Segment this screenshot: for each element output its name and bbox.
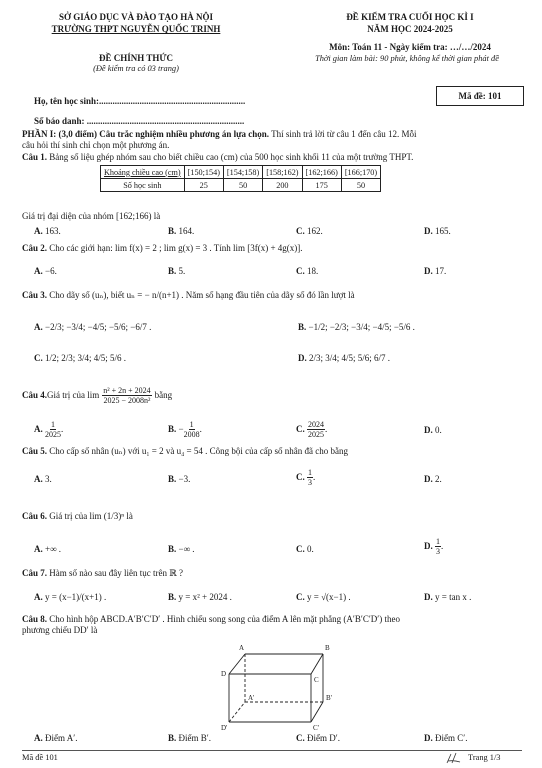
- q1-label: Câu 1.: [22, 152, 48, 162]
- option-value: +∞ .: [45, 544, 61, 554]
- official-label: ĐỀ CHÍNH THỨC: [98, 53, 173, 63]
- school-name: TRƯỜNG THPT NGUYỄN QUỐC TRINH: [51, 24, 221, 34]
- q1-frequency-table: [100, 165, 381, 192]
- footer-page-number: Trang 1/3: [468, 753, 501, 762]
- table-cell: 50: [341, 179, 380, 192]
- student-id-line: Số báo danh: ......................................................................: [34, 116, 245, 126]
- option-value: −∞ .: [178, 544, 195, 554]
- table-cell: 25: [184, 179, 223, 192]
- school-year: NĂM HỌC 2024-2025: [367, 24, 453, 34]
- option-value: Điểm C′.: [435, 733, 468, 743]
- q5-option-c[interactable]: C. $\frac{1}{3}$ .: [296, 468, 316, 487]
- option-value: 164.: [178, 226, 195, 236]
- q5-text: [22, 446, 348, 457]
- option-value: 18.: [307, 266, 319, 276]
- option-value: 3.: [45, 474, 52, 484]
- denominator: 2025: [45, 430, 61, 439]
- option-value: y = x² + 2024 .: [178, 592, 232, 602]
- q1-text: [22, 152, 413, 163]
- q2-option-d[interactable]: D. 17.: [424, 266, 447, 276]
- part1-instructions-2: câu hỏi thí sinh chỉ chọn một phương án.: [22, 140, 170, 150]
- q3-option-d[interactable]: D. 2/3; 3/4; 4/5; 5/6; 6/7 .: [298, 353, 391, 363]
- numerator: 1: [308, 468, 312, 477]
- q3-option-c[interactable]: C. 1/2; 2/3; 3/4; 4/5; 5/6 .: [34, 353, 127, 363]
- q7-text: [22, 568, 183, 579]
- q6-option-b[interactable]: B. −∞ .: [168, 544, 195, 554]
- option-value: 162.: [307, 226, 323, 236]
- pages-note: (Đề kiểm tra có 03 trang): [93, 64, 179, 73]
- numerator: 1: [51, 420, 55, 429]
- option-value: −1/2; −2/3; −3/4; −4/5; −5/6 .: [308, 322, 415, 332]
- vertex-label: D': [221, 724, 228, 732]
- q2-option-c[interactable]: C. 18.: [296, 266, 319, 276]
- q3-option-b[interactable]: B. −1/2; −2/3; −3/4; −4/5; −5/6 .: [298, 322, 415, 332]
- vertex-label: D: [221, 670, 227, 678]
- option-value: 0.: [435, 425, 442, 435]
- numerator: 1: [189, 420, 194, 429]
- table-cell: [150;154): [184, 166, 223, 179]
- vertex-label: A': [248, 694, 255, 702]
- vertex-label: B': [326, 694, 332, 702]
- q2-option-a[interactable]: A. −6.: [34, 266, 57, 276]
- q4-denominator: 2025 − 2008n²: [103, 396, 151, 405]
- q8-option-d[interactable]: D. Điểm C′.: [424, 733, 468, 743]
- q1-option-c[interactable]: C. 162.: [296, 226, 323, 236]
- option-value: 165.: [435, 226, 451, 236]
- part1-title: PHẦN I: (3,0 điểm) Câu trắc nghiệm nhiều phương án lựa chọn.: [22, 129, 270, 139]
- q5-label: Câu 5.: [22, 446, 48, 456]
- table-header-cell: Số học sinh: [101, 179, 185, 192]
- table-row: [101, 179, 381, 192]
- option-value: y = √(x−1) .: [307, 592, 351, 602]
- option-value: 5.: [178, 266, 186, 276]
- q6-stem: Giá trị của lim (1/3)ⁿ là: [47, 511, 133, 521]
- q4-option-c[interactable]: C. $\frac{2024}{2025}$ .: [296, 420, 328, 439]
- table-header-cell: Khoảng chiều cao (cm): [101, 166, 185, 179]
- numerator: 2024: [308, 420, 324, 429]
- option-fraction: [307, 420, 325, 439]
- q5-option-a[interactable]: A. 3.: [34, 474, 52, 484]
- option-value: 163.: [45, 226, 61, 236]
- q4-label: Câu 4.: [22, 390, 48, 400]
- q5-option-b[interactable]: B. −3.: [168, 474, 191, 484]
- q7-option-d[interactable]: D. y = tan x .: [424, 592, 472, 602]
- option-value: −2/3; −3/4; −4/5; −5/6; −6/7 .: [45, 322, 152, 332]
- q4-stem-end: bằng: [154, 390, 173, 400]
- q1-option-d[interactable]: D. 165.: [424, 226, 451, 236]
- denominator: 2008: [183, 430, 200, 439]
- q4-fraction: [102, 386, 151, 405]
- q3-label: Câu 3.: [22, 290, 48, 300]
- table-cell: [158;162): [263, 166, 302, 179]
- option-value: −3.: [178, 474, 191, 484]
- table-cell: [162;166): [302, 166, 341, 179]
- q8-option-b[interactable]: B. Điểm B′.: [168, 733, 211, 743]
- parallelepiped-figure: [215, 640, 345, 732]
- option-value: y = (x−1)/(x+1) .: [45, 592, 107, 602]
- q3-stem: Cho dãy số (uₙ), biết uₙ = − n/(n+1) . Năm số hạng đầu tiên của dãy số đó lần lượt là: [47, 290, 355, 300]
- q8-option-a[interactable]: A. Điểm A′.: [34, 733, 78, 743]
- option-value: −6.: [45, 266, 57, 276]
- q1-option-b[interactable]: B. 164.: [168, 226, 195, 236]
- q7-label: Câu 7.: [22, 568, 48, 578]
- option-value: 2/3; 3/4; 4/5; 5/6; 6/7 .: [309, 353, 391, 363]
- vertex-label: C: [314, 676, 319, 684]
- part1-instructions: Thí sinh trả lời từ câu 1 đến câu 12. Mỗi: [269, 129, 417, 139]
- q2-option-b[interactable]: B. 5.: [168, 266, 186, 276]
- q6-text: [22, 511, 133, 522]
- option-value: Điểm A′.: [45, 733, 78, 743]
- part1-heading: [22, 129, 526, 140]
- q8-label: Câu 8.: [22, 614, 48, 624]
- table-row: [101, 166, 381, 179]
- option-value: Điểm B′.: [178, 733, 211, 743]
- q5-option-d[interactable]: D. 2.: [424, 474, 442, 484]
- option-value: 2.: [435, 474, 442, 484]
- q8-text-2: phương chiếu DD′ là: [22, 625, 98, 635]
- table-cell: [154;158): [223, 166, 262, 179]
- q8-option-c[interactable]: C. Điểm D′.: [296, 733, 340, 743]
- q1-option-a[interactable]: A. 163.: [34, 226, 61, 236]
- q8-stem: Cho hình hộp ABCD.A′B′C′D′ . Hình chiếu song song của điểm A lên mặt phẳng (A′B′C′D′) theo: [47, 614, 400, 624]
- q2-label: Câu 2.: [22, 243, 48, 253]
- option-value: 1/2; 2/3; 3/4; 4/5; 5/6 .: [45, 353, 127, 363]
- table-cell: 50: [223, 179, 262, 192]
- denominator: 3: [308, 478, 312, 487]
- table-cell: 175: [302, 179, 341, 192]
- option-value: Điểm D′.: [307, 733, 340, 743]
- q4-stem: Giá trị của lim: [47, 390, 100, 400]
- denominator: 2025: [308, 430, 324, 439]
- q7-option-b[interactable]: B. y = x² + 2024 .: [168, 592, 232, 602]
- q2-text: [22, 243, 303, 254]
- department-name: SỞ GIÁO DỤC VÀ ĐÀO TẠO HÀ NỘI: [59, 12, 213, 22]
- vertex-label: B: [325, 644, 330, 652]
- option-value: 0.: [307, 544, 314, 554]
- exam-title: ĐỀ KIỂM TRA CUỐI HỌC KÌ I: [346, 12, 474, 22]
- q7-option-a[interactable]: A. y = (x−1)/(x+1) .: [34, 592, 107, 602]
- q6-option-c[interactable]: C. 0.: [296, 544, 314, 554]
- vertex-label: C': [313, 724, 319, 732]
- q6-option-a[interactable]: A. +∞ .: [34, 544, 61, 554]
- q7-option-c[interactable]: C. y = √(x−1) .: [296, 592, 351, 602]
- exam-code-box: Mã đề: 101: [436, 86, 524, 106]
- vertex-label: A: [239, 644, 245, 652]
- q1-stem: Bảng số liệu ghép nhóm sau cho biết chiều cao (cm) của 500 học sinh khối 11 của một trường THPT.: [47, 152, 414, 162]
- time-line: Thời gian làm bài: 90 phút, không kể thời gian phát đề: [315, 54, 499, 63]
- q6-label: Câu 6.: [22, 511, 48, 521]
- table-cell: 200: [263, 179, 302, 192]
- q3-option-a[interactable]: A. −2/3; −3/4; −4/5; −5/6; −6/7 .: [34, 322, 152, 332]
- q4-option-a[interactable]: A. $\frac{1}{2025}$ .: [34, 420, 64, 439]
- q2-stem: Cho các giới hạn: lim f(x) = 2 ; lim g(x) = 3 . Tính lim [3f(x) + 4g(x)].: [47, 243, 303, 253]
- q8-text: [22, 614, 400, 625]
- table-cell: [166;170): [341, 166, 380, 179]
- denominator: 3: [436, 547, 440, 556]
- footer-exam-code: Mã đề 101: [22, 753, 58, 762]
- q4-option-d[interactable]: D. 0.: [424, 425, 442, 435]
- q1-question: Giá trị đại diện của nhóm [162;166) là: [22, 211, 161, 221]
- student-name-line: Họ, tên học sinh:.................................................................: [34, 96, 246, 106]
- subject-line: Môn: Toán 11 - Ngày kiểm tra: …/…/2024: [329, 42, 491, 52]
- option-fraction: [45, 420, 61, 439]
- q4-numerator: n² + 2n + 2024: [103, 386, 151, 395]
- signature-mark-icon: [445, 751, 463, 765]
- option-value: y = tan x .: [435, 592, 472, 602]
- option-value: 17.: [435, 266, 447, 276]
- q4-text: [22, 386, 172, 405]
- numerator: 1: [436, 537, 440, 546]
- q4-option-b[interactable]: B. − $\frac{1}{2008}$ .: [168, 420, 202, 439]
- q7-stem: Hàm số nào sau đây liên tục trên ℝ ?: [47, 568, 183, 578]
- q6-option-d[interactable]: D. $\frac{1}{3}$ .: [424, 537, 444, 556]
- option-fraction: [184, 420, 200, 439]
- q3-text: [22, 290, 355, 301]
- q5-stem: Cho cấp số nhân (uₙ) với u₁ = 2 và u₄ = 54 . Công bội của cấp số nhân đã cho bằng: [47, 446, 349, 456]
